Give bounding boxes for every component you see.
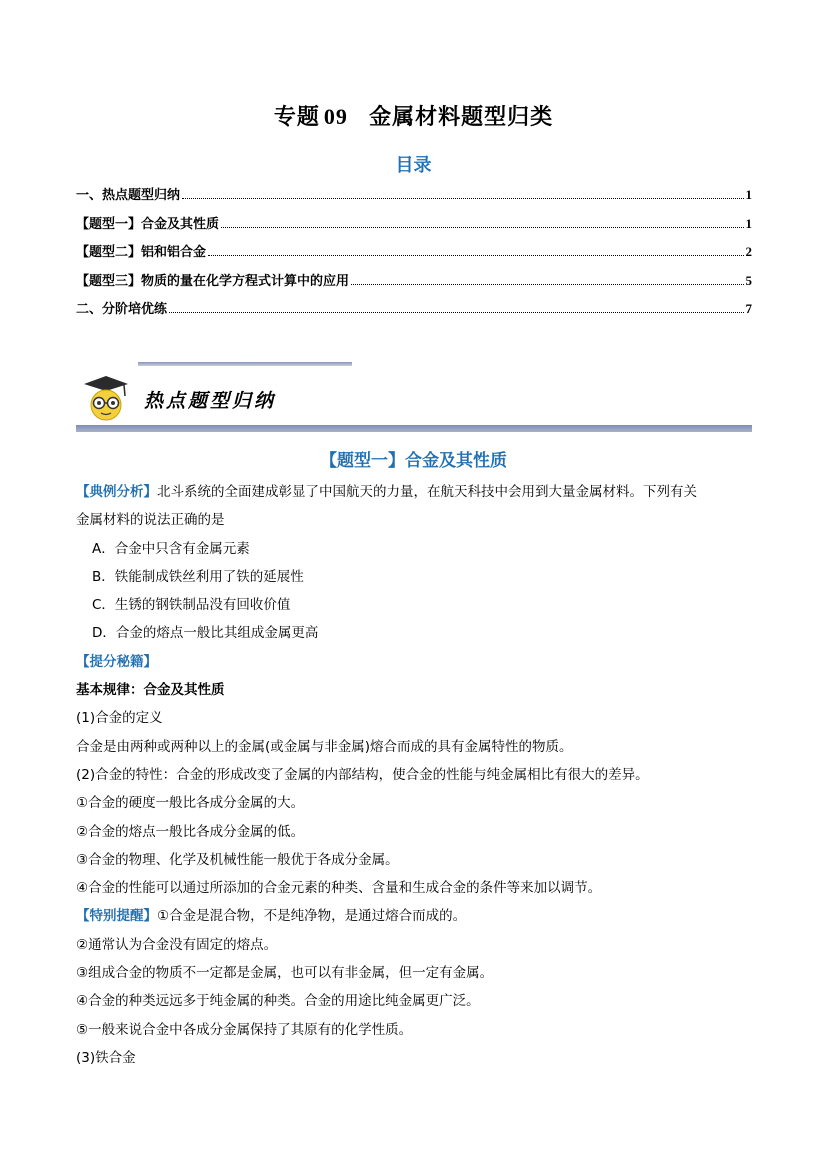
toc-leader <box>182 197 743 199</box>
title-number: 09 <box>323 104 348 129</box>
banner-title: 热点题型归纳 <box>144 390 277 412</box>
tips-line: 合金是由两种或两种以上的金属(或金属与非金属)熔合而成的具有金属特性的物质。 <box>76 738 573 755</box>
banner-top-bar <box>138 362 352 366</box>
tips-line: (2)合金的特性：合金的形成改变了金属的内部结构，使合金的性能与纯金属相比有很大的差异。 <box>76 766 649 783</box>
toc-entry-label: 【题型一】合金及其性质 <box>76 216 220 232</box>
toc-entry[interactable] <box>76 184 752 213</box>
reminder-line <box>76 902 756 930</box>
title-main: 金属材料题型归类 <box>369 104 554 130</box>
toc-leader <box>221 226 743 228</box>
toc-entry-page: 1 <box>745 215 752 231</box>
toc-leader <box>169 311 743 313</box>
tips-line: ③合金的物理、化学及机械性能一般优于各成分金属。 <box>76 851 399 868</box>
toc-leader <box>351 283 743 285</box>
reminder-line: ②通常认为合金没有固定的熔点。 <box>76 936 278 953</box>
student-mascot-icon <box>80 372 132 422</box>
table-of-contents <box>76 184 752 327</box>
toc-entry-label: 【题型二】铝和铝合金 <box>76 245 207 260</box>
toc-entry[interactable] <box>76 213 752 242</box>
toc-entry[interactable] <box>76 270 752 299</box>
tips-tag: 【提分秘籍】 <box>76 653 157 670</box>
toc-entry-page: 5 <box>745 272 752 288</box>
tips-rule: 基本规律：合金及其性质 <box>76 682 225 699</box>
toc-heading: 目录 <box>395 155 432 176</box>
section-heading: 【题型一】合金及其性质 <box>320 451 507 471</box>
title-prefix: 专题 <box>273 104 320 130</box>
example-question-line1: 北斗系统的全面建成彰显了中国航天的力量，在航天科技中会用到大量金属材料。下列有关 <box>157 484 697 500</box>
example-tag: 【典例分析】 <box>76 484 157 500</box>
subheading-iron-alloy: (3)铁合金 <box>76 1049 136 1066</box>
toc-entry[interactable] <box>76 241 752 270</box>
tips-line: ④合金的性能可以通过所添加的合金元素的种类、含量和生成合金的条件等来加以调节。 <box>76 880 602 897</box>
reminder-line: ④合金的种类远远多于纯金属的种类。合金的用途比纯金属更广泛。 <box>76 993 480 1010</box>
toc-entry-page: 2 <box>745 244 752 259</box>
toc-entry[interactable] <box>76 298 752 327</box>
reminder-line: ③组成合金的物质不一定都是金属，也可以有非金属，但一定有金属。 <box>76 965 494 982</box>
example-block <box>76 478 756 1072</box>
option-c[interactable]: C．生锈的钢铁制品没有回收价值 <box>92 597 291 614</box>
toc-entry-page: 1 <box>745 187 752 202</box>
option-b[interactable]: B．铁能制成铁丝利用了铁的延展性 <box>92 568 304 585</box>
reminder-first: ①合金是混合物，不是纯净物，是通过熔合而成的。 <box>157 908 467 925</box>
reminder-line: ⑤一般来说合金中各成分金属保持了其原有的化学性质。 <box>76 1021 413 1038</box>
option-d[interactable]: D．合金的熔点一般比其组成金属更高 <box>92 625 319 642</box>
toc-entry-label: 一、热点题型归纳 <box>76 188 181 203</box>
banner-bottom-bar <box>76 425 752 432</box>
option-a[interactable]: A．合金中只含有金属元素 <box>92 540 250 557</box>
tips-line: (1)合金的定义 <box>76 710 163 727</box>
toc-entry-label: 二、分阶培优练 <box>76 302 168 317</box>
document-title <box>0 100 827 131</box>
section-banner <box>76 362 752 434</box>
toc-entry-page: 7 <box>745 301 752 316</box>
reminder-tag: 【特别提醒】 <box>76 908 157 925</box>
toc-leader <box>208 254 743 256</box>
example-question-line2: 金属材料的说法正确的是 <box>76 512 225 529</box>
tips-line: ①合金的硬度一般比各成分金属的大。 <box>76 795 305 812</box>
tips-line: ②合金的熔点一般比各成分金属的低。 <box>76 823 305 840</box>
toc-entry-label: 【题型三】物质的量在化学方程式计算中的应用 <box>76 273 350 289</box>
example-line <box>76 478 756 506</box>
